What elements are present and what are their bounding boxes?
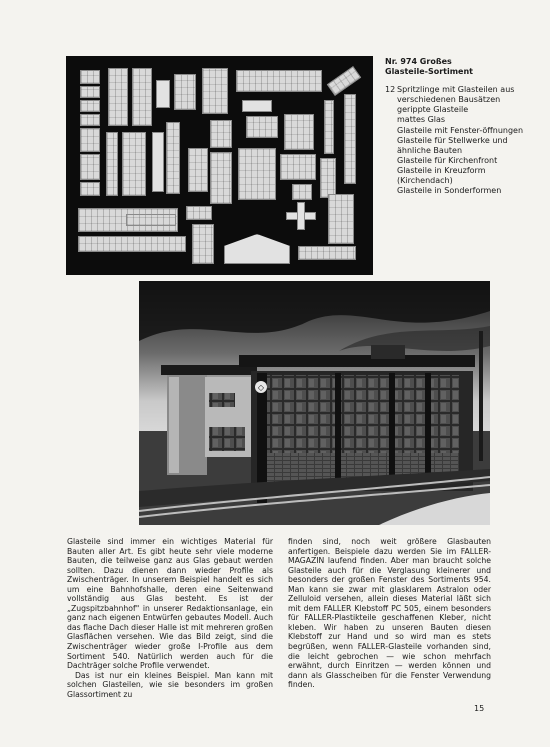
contents-item-text: Glasteile für Stellwerke und ähnliche Bauten (397, 135, 508, 155)
glass-part (156, 80, 170, 108)
glass-part (192, 224, 214, 264)
glass-part (80, 114, 100, 126)
article-paragraph: finden sind, noch weit größere Glasbauten anfertigen. Beispiele dazu werden Sie im FALLER-MAGAZIN laufend finden. Aber man braucht solche Glasteile auch für die Verglasung kleinerer und besonders der großen Fenster des Sortiments 954. Man kann sie zwar mit glasklarem Astralon oder Zelluloid versehen, allein dieses Material läßt sich mit dem FALLER Klebstoff PC 505, einem besonders für FALLER-Plastikteile geschaffenen Kleber, nicht kleben. Wir haben zu unseren Bauten diesen Klebstoff zur Hand und so wird man es stets begrüßen, wenn FALLER-Glasteile vorhanden sind, die leicht gebrochen — wie schon mehrfach erwähnt, durch Einritzen — werden können und dann als Glasscheiben für die Fenster Verwendung finden. (288, 537, 491, 690)
contents-list-item (385, 166, 535, 186)
page-number: 15 (474, 704, 485, 713)
glass-part (186, 206, 212, 220)
product-title-line1: Nr. 974 Großes (385, 57, 452, 66)
contents-item-count: 12 (385, 85, 396, 95)
glass-part (324, 100, 334, 154)
contents-list-item (385, 105, 535, 115)
glass-part (327, 66, 361, 96)
contents-list-item (385, 156, 535, 166)
glass-part (152, 132, 164, 192)
glass-part (108, 68, 128, 126)
glass-part (80, 70, 100, 84)
contents-list-item (385, 186, 535, 196)
glass-part (174, 74, 196, 110)
station-hall-illustration (139, 281, 490, 525)
glass-part (328, 194, 354, 244)
contents-list-item (385, 115, 535, 125)
glass-part (78, 236, 186, 252)
contents-item-text: gerippte Glasteile (397, 105, 469, 115)
glass-part (80, 128, 100, 152)
glass-part (122, 132, 146, 196)
glass-part (236, 70, 322, 92)
glass-part (80, 182, 100, 196)
glass-part (80, 100, 100, 112)
glass-part (246, 116, 278, 138)
contents-item-count (385, 105, 397, 115)
glass-parts-photo (66, 56, 373, 275)
contents-item-count (385, 126, 397, 136)
glass-part (80, 154, 100, 180)
glass-part (320, 158, 336, 198)
contents-item-count (385, 186, 397, 196)
glass-part (166, 122, 180, 194)
contents-item-count (385, 136, 397, 156)
glass-part (292, 184, 312, 200)
glass-part (280, 154, 316, 180)
contents-item-text: mattes Glas (397, 115, 446, 125)
glass-part (126, 214, 176, 226)
station-hall-photo (139, 281, 490, 525)
product-title-line2: Glasteile-Sortiment (385, 67, 473, 77)
glass-part (238, 148, 276, 200)
glass-part (210, 152, 232, 204)
glass-part (202, 68, 228, 114)
glass-part (132, 68, 152, 126)
contents-item-text: Glasteile in Sonderformen (397, 186, 502, 196)
contents-item-count (385, 115, 397, 125)
contents-item-text: Spritzlinge mit Glasteilen aus verschiedenen Bausätzen (397, 85, 515, 105)
contents-item-text: Glasteile mit Fenster-öffnungen (397, 125, 524, 135)
glass-part (210, 120, 232, 148)
glass-part-gable (224, 234, 290, 264)
glass-part (344, 94, 356, 184)
glass-part (242, 100, 272, 112)
glass-part (106, 132, 118, 196)
station-sign: ◇ (257, 383, 265, 392)
glass-part (80, 86, 100, 98)
contents-item-text: Glasteile für Kirchenfront (397, 155, 498, 165)
glass-part (188, 148, 208, 192)
glass-part (298, 246, 356, 260)
contents-item-count (385, 166, 397, 186)
contents-item-count (385, 156, 397, 166)
article-paragraph: Glasteile sind immer ein wichtiges Material für Bauten aller Art. Es gibt heute sehr viele moderne Bauten, die teilweise ganz aus Glas gebaut werden sollten. Dazu dienen dann wieder Profile als Zwischenträger. In unserem Beispiel handelt es sich um eine Bahnhofshalle, deren eine Seitenwand vollständig aus Glas besteht. Es ist der „Zugspitzbahnhof" in unserer Redaktionsanlage, ein ganz nach eigenen Entwürfen gebautes Modell. Auch das flache Dach dieser Halle ist mit mehreren großen Glasflächen versehen. Wie das Bild zeigt, sind die Zwischenträger wieder große I-Profile aus dem Sortiment 540. Natürlich werden auch für die Dachträger solche Profile verwendet. (67, 537, 273, 671)
product-contents-list (385, 85, 535, 196)
product-title (385, 57, 535, 77)
contents-list-item (385, 85, 535, 105)
contents-list-item (385, 136, 535, 156)
article-column-right (288, 537, 491, 690)
glass-part (284, 114, 314, 150)
article-paragraph: Das ist nur ein kleines Beispiel. Man kann mit solchen Glasteilen, wie sie besonders im großen Glassortiment zu (67, 670, 273, 699)
article-column-left (67, 537, 273, 699)
product-caption (385, 57, 535, 196)
contents-list-item (385, 126, 535, 136)
contents-item-text: Glasteile in Kreuzform (Kirchendach) (397, 165, 486, 186)
glass-part-cross (297, 202, 305, 230)
